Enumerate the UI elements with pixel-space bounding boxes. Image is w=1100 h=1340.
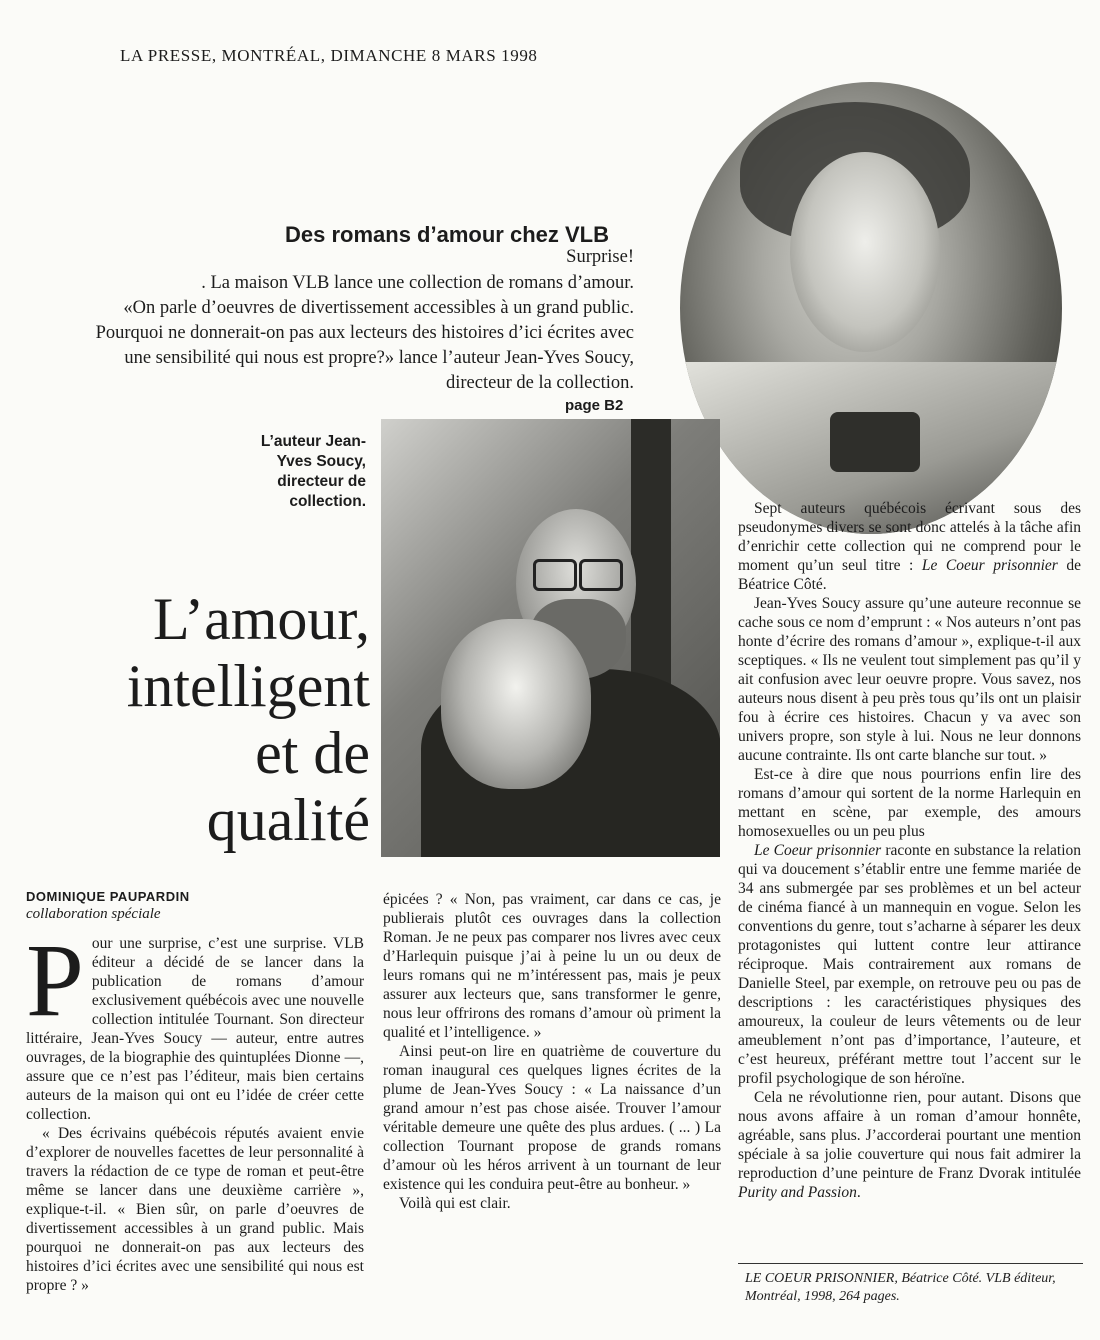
- article-title-line: et de: [255, 720, 370, 786]
- paragraph: Jean-Yves Soucy assure qu’une auteure reconnue se cache sous ce nom d’emprunt : « Nos auteurs n’ont pas honte d’écrire des romans d’amour », explique-t-il aux sceptiques. « Ils ne veulent tout simplement pas qu’il y ait confusion avec leur oeuvre propre. Vous savez, nos auteurs nous disent à peu près tous qu’ils ont un plaisir fou à écrire ces histoires. Chacun y va avec son univers propre, son style à lui. Nous ne leur donnons aucune contrainte. Ils ont carte blanche sur tout. »: [738, 595, 1081, 764]
- divider: [738, 1263, 1083, 1264]
- dropcap: P: [26, 923, 84, 1038]
- paragraph: épicées ? « Non, pas vraiment, car dans ce cas, je publierais plutôt ces ouvrages dans la collection Roman. Je ne peux pas comparer nos livres avec ceux d’Harlequin puisque j’ai à peine lu un ou deux de leurs romans qui ne m’intéressent pas, mais je peux assurer aux lecteurs que, sans transformer le genre, nous leur offrirons des romans d’amour où priment la qualité et l’intelligence. »: [383, 891, 721, 1041]
- teaser-line: «On parle d’oeuvres de divertissement accessibles à un grand public.: [123, 298, 634, 318]
- article-column-3: [738, 499, 1081, 1202]
- painting-title: Purity and Passion: [738, 1184, 857, 1201]
- byline-role: collaboration spéciale: [26, 906, 161, 922]
- headline: Des romans d’amour chez VLB: [285, 222, 609, 247]
- teaser-line: une sensibilité qui nous est propre?» lance l’auteur Jean-Yves Soucy,: [124, 348, 634, 368]
- paragraph: our une surprise, c’est une surprise. VLB éditeur a décidé de se lancer dans la publication de romans d’amour exclusivement québécois avec une nouvelle collection intitulée Tournant. Son directeur littéraire, Jean-Yves Soucy — auteur, entre autres ouvrages, de la biographie des quintuplées Dionne —, assure que ce n’est pas l’éditeur, mais bien certains auteurs de la maison qui ont eu l’idée de créer cette collection.: [26, 935, 364, 1123]
- paragraph: « Des écrivains québécois réputés avaient envie d’explorer de nouvelles facettes de leur personnalité à travers la rédaction de ce type de roman et peut-être même se lancer dans une deuxième carrière », explique-t-il. « Bien sûr, on parle d’oeuvres de divertissement accessibles à un grand public. Mais pourquoi ne donnerait-on pas aux lecteurs des histoires d’ici écrites avec une sensibilité qui nous est propre ? »: [26, 1125, 364, 1294]
- author-photo: [381, 419, 720, 857]
- article-column-1: [26, 923, 364, 1295]
- article-title-line: qualité: [206, 787, 370, 853]
- paragraph: Le Coeur prisonnier raconte en substance la relation qui va doucement s’établir entre une femme mariée de 34 ans submergée par ses problèmes et un bel acteur de cinéma fiancé à un mannequin en vogue. Selon les conventions du genre, tout s’acharne à séparer les deux protagonistes qui luttent contre leur attirance réciproque. Mais contrairement aux romans de Danielle Steel, par exemple, on retrouve peu ou pas de descriptions : les caractéristiques physiques des amoureux, la couleur de leurs vêtements ou de leur ameublement n’ont pas d’importance, l’auteure, et c’est heureux, préférant mettre tout l’accent sur le profil psychologique de son héroïne.: [738, 842, 1081, 1087]
- book-title: Le Coeur prisonnier: [754, 842, 882, 859]
- masthead: LA PRESSE, MONTRÉAL, DIMANCHE 8 MARS 1998: [120, 46, 538, 65]
- page-reference: page B2: [565, 397, 624, 414]
- photo-caption: L’auteur Jean-Yves Soucy, directeur de collection.: [260, 433, 366, 510]
- paragraph: Cela ne révolutionne rien, pour autant. Disons que nous avons affaire à un roman d’amour honnête, agréable, sans plus. J’accorderai pourtant une mention spéciale à sa jolie couverture qui nous fait admirer la reproduction d’une peinture de Franz Dvorak intitulée Purity and Passion.: [738, 1089, 1081, 1201]
- article-title-line: intelligent: [126, 653, 370, 719]
- byline: DOMINIQUE PAUPARDIN: [26, 889, 190, 904]
- teaser-line: Pourquoi ne donnerait-on pas aux lecteurs des histoires d’ici écrites avec: [95, 323, 634, 343]
- teaser-line: Surprise!: [566, 247, 634, 267]
- teaser-line: . La maison VLB lance une collection de romans d’amour.: [201, 273, 634, 293]
- article-title-line: L’amour,: [152, 586, 370, 652]
- paragraph: Ainsi peut-on lire en quatrième de couverture du roman inaugural ces quelques lignes écrites de la plume de Jean-Yves Soucy : « La naissance d’un grand amour n’est pas chose aisée. Trouver l’amour véritable demeure une quête des plus ardues. ( ... ) La collection Tournant propose de grands romans d’amour où les héros arrivent à un tournant de leur existence qui les conduira peut-être au bonheur. »: [383, 1043, 721, 1193]
- paragraph: Sept auteurs québécois écrivant sous des pseudonymes divers se sont donc attelés à la tâche afin d’enrichir cette collection qui ne comprend pour le moment qu’un seul titre : Le Coeur prisonnier de Béatrice Côté.: [738, 500, 1081, 593]
- article-column-2: [383, 890, 721, 1213]
- paragraph: Voilà qui est clair.: [399, 1195, 511, 1212]
- book-title: Le Coeur prisonnier: [921, 557, 1058, 574]
- book-reference: LE COEUR PRISONNIER, Béatrice Côté. VLB éditeur, Montréal, 1998, 264 pages.: [745, 1271, 1056, 1304]
- painting-photo: [680, 82, 1062, 534]
- teaser-line: directeur de la collection.: [446, 373, 634, 393]
- paragraph: Est-ce à dire que nous pourrions enfin lire des romans d’amour qui sortent de la norme Harlequin en mettant en scène, par exemple, des amours homosexuelles ou un peu plus: [738, 766, 1081, 840]
